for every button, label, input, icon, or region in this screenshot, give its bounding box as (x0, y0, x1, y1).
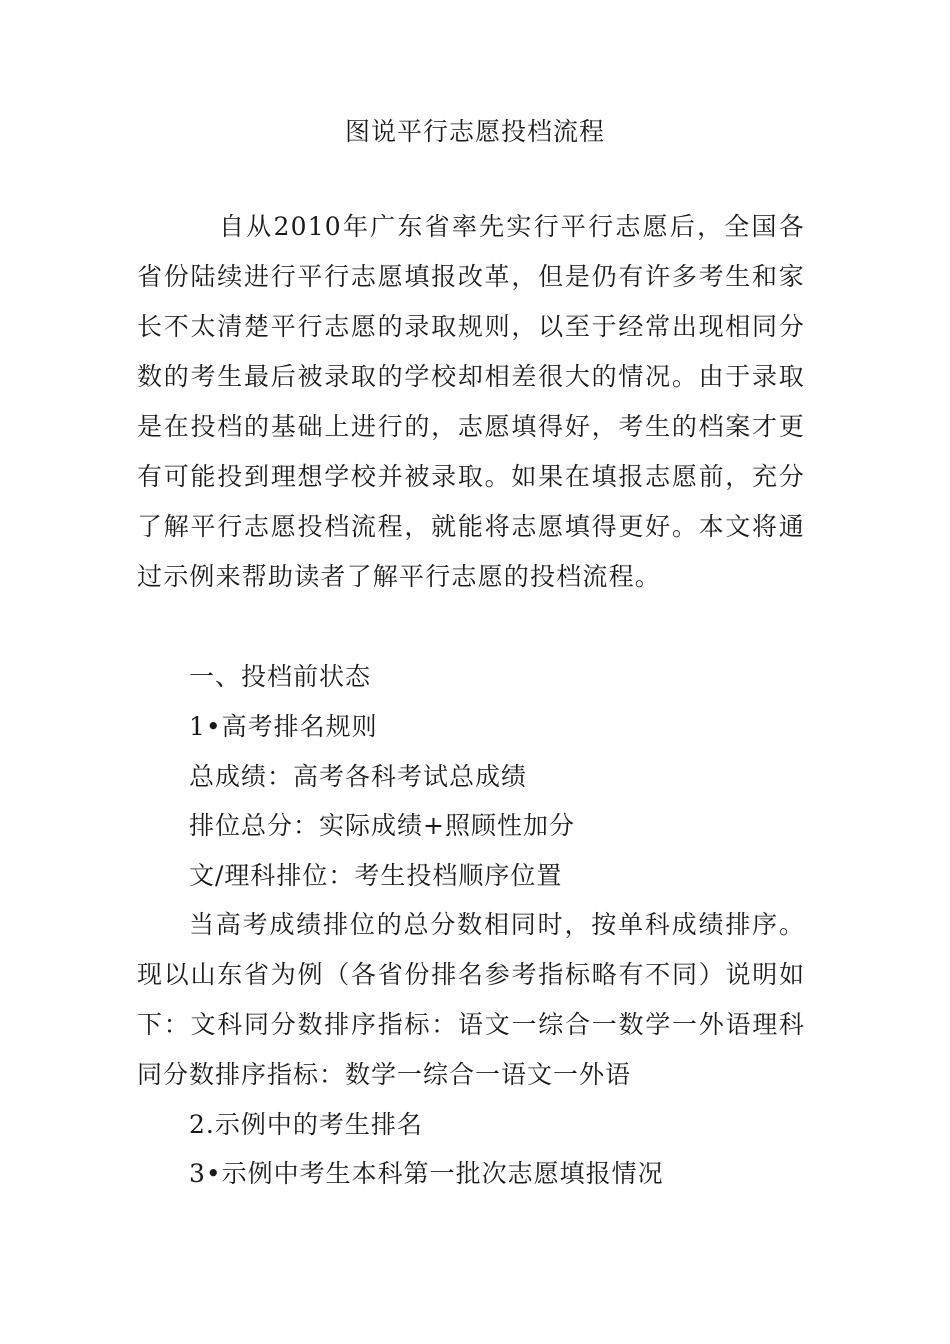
item-heading-2: 2.示例中的考生排名 (189, 1110, 423, 1139)
intro-paragraph (137, 202, 805, 602)
intro-text: 自从2010年广东省率先实行平行志愿后，全国各省份陆续进行平行志愿填报改革，但是仍有许多考生和家长不太清楚平行志愿的录取规则，以至于经常出现相同分数的考生最后被录取的学校却相差很大的情况。由于录取是在投档的基础上进行的，志愿填得好，考生的档案才更有可能投到理想学校并被录取。如果在填报志愿前，充分了解平行志愿投档流程，就能将志愿填得更好。本文将通过示例来帮助读者了解平行志愿的投档流程。 (137, 212, 805, 591)
item-heading-3: 3•示例中考生本科第一批次志愿填报情况 (189, 1159, 664, 1188)
rank-position-definition: 文/理科排位：考生投档顺序位置 (189, 861, 563, 890)
total-score-definition: 总成绩：高考各科考试总成绩 (189, 762, 528, 791)
document-title: 图说平行志愿投档流程 (344, 117, 605, 146)
section-heading: 一、投档前状态 (189, 662, 372, 691)
tie-rule-text: 当高考成绩排位的总分数相同时，按单科成绩排序。现以山东省为例（各省份排名参考指标略有不同）说明如下：文科同分数排序指标：语文一综合一数学一外语理科同分数排序指标：数学一综合一语文一外语 (137, 910, 805, 1089)
item-heading-1: 1•高考排名规则 (189, 712, 378, 741)
tie-rule-paragraph (137, 900, 805, 1100)
rank-score-definition: 排位总分：实际成绩+照顾性加分 (189, 811, 575, 840)
